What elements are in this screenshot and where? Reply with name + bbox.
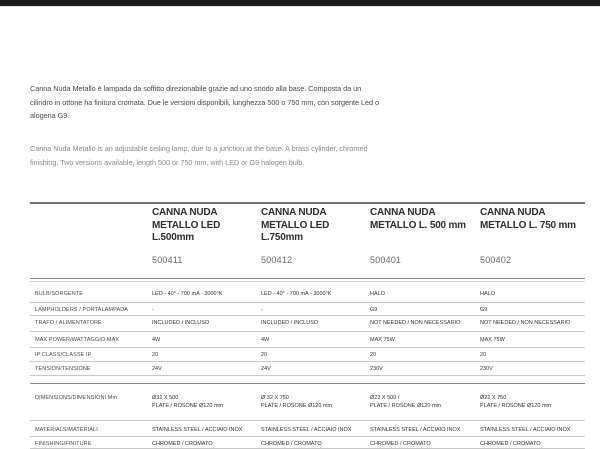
spec-value: HALO — [370, 291, 385, 297]
description-english: Canna Nuda Metallo is an adjustable ceiling lamp, due to a junction at the base. A brass cylinder, chromed finishing. Two versions available, length 500 or 750 mm, with LED or G9 halogen bulb. — [30, 144, 368, 167]
spec-value: MAX 75W — [480, 337, 505, 343]
spec-value: 20 — [480, 352, 487, 358]
spec-value: 4W — [261, 337, 270, 343]
spec-value: STAINLESS STEEL / ACCIAIO INOX — [480, 427, 571, 433]
product-code: 500412 — [261, 255, 293, 265]
spec-value: NOT NEEDED / NON NECESSARIO — [480, 320, 571, 326]
spec-value: 230V — [370, 366, 383, 372]
table-top-rule — [30, 202, 585, 204]
spec-value: HALO — [480, 291, 495, 297]
spec-value: 20 — [370, 352, 377, 358]
spec-row-divider — [30, 361, 585, 362]
top-divider — [0, 6, 600, 7]
spec-row-divider — [30, 347, 585, 348]
section-divider — [30, 383, 585, 384]
spec-value: - — [152, 307, 154, 313]
product-code: 500411 — [152, 255, 183, 265]
spec-value: NOT NEEDED / NON NECESSARIO — [370, 320, 461, 326]
spec-label: MAX POWER/WATTAGGIO MAX — [35, 337, 120, 343]
spec-value: STAINLESS STEEL / ACCIAIO INOX — [261, 427, 352, 433]
spec-label: TENSION/TENSIONE — [35, 366, 91, 372]
spec-row-divider — [30, 331, 585, 332]
spec-value: STAINLESS STEEL / ACCIAIO INOX — [152, 427, 243, 433]
spec-value: Ø22 X 750 PLATE / ROSONE Ø120 mm — [480, 395, 552, 409]
spec-value: Ø 32 X 750 PLATE / ROSONE Ø120 mm — [261, 395, 333, 409]
header-bottom-rule — [30, 278, 585, 279]
spec-value: STAINLESS STEEL / ACCIAIO INOX — [370, 427, 461, 433]
spec-label: TRAFO / ALIMENTATORE — [35, 320, 102, 326]
product-title: CANNA NUDA METALLO L. 500 mm — [370, 207, 466, 231]
product-title: CANNA NUDA METALLO LED L.750mm — [261, 207, 330, 243]
product-column-1 — [152, 207, 257, 265]
product-code: 500401 — [370, 255, 402, 265]
product-column-2 — [261, 207, 366, 265]
spec-value: G9 — [370, 307, 378, 313]
description-italian: Canna Nuda Metallo è lampada da soffitto direzionabile grazie ad uno snodo alla base. Composta da un cilindro in ottone ha finitura cromata. Due le versioni disponibili, lunghezza 500 o 750 mm, con sorgente Led o alogena G9. — [30, 84, 379, 120]
spec-value: 4W — [152, 337, 161, 343]
spec-value: MAX 75W — [370, 337, 395, 343]
product-code: 500402 — [480, 255, 512, 265]
spec-label: FINISHING/FINITURE — [35, 441, 92, 447]
product-column-3 — [370, 207, 475, 265]
spec-value: LED - 40° - 700 mA - 3000°K — [261, 291, 332, 297]
spec-value: 20 — [261, 352, 268, 358]
spec-value: CHROMED / CROMATO — [370, 441, 431, 447]
spec-value: - — [261, 307, 263, 313]
spec-value: Ø32 X 500 PLATE / ROSONE Ø120 mm — [152, 395, 224, 409]
spec-value: Ø22 X 500 / PLATE / ROSONE Ø120 mm — [370, 395, 442, 409]
spec-value: INCLUDED / INCLUSO — [152, 320, 210, 326]
product-column-4 — [480, 207, 585, 265]
spec-label: MATERIALS/MATERIALI — [35, 427, 98, 433]
spec-label: LAMPHOLDERS / PORTALAMPADA — [35, 307, 129, 313]
spec-label: BULB/SORGENTE — [35, 291, 84, 297]
spec-value: LED - 40° - 700 mA - 3000°K — [152, 291, 223, 297]
spec-label: IP CLASS/CLASSE IP — [35, 352, 92, 358]
product-title: CANNA NUDA METALLO L. 750 mm — [480, 207, 576, 231]
spec-row-divider — [30, 302, 585, 303]
spec-row-divider — [30, 420, 585, 421]
header-bottom-rule-light — [30, 281, 585, 282]
spec-value: 20 — [152, 352, 159, 358]
spec-value: 24V — [152, 366, 162, 372]
spec-value: CHROMED / CROMATO — [480, 441, 541, 447]
spec-row-divider — [30, 315, 585, 316]
spec-row-divider — [30, 436, 585, 437]
spec-value: INCLUDED / INCLUSO — [261, 320, 319, 326]
spec-label: DIMENSIONS/DIMENSIONI Mm — [35, 395, 118, 401]
spec-row-divider — [30, 375, 585, 376]
spec-value: 24V — [261, 366, 271, 372]
spec-value: CHROMED / CROMATO — [152, 441, 213, 447]
spec-value: CHROMED / CROMATO — [261, 441, 322, 447]
spec-value: G9 — [480, 307, 488, 313]
spec-value: 230V — [480, 366, 493, 372]
product-title: CANNA NUDA METALLO LED L.500mm — [152, 207, 221, 243]
